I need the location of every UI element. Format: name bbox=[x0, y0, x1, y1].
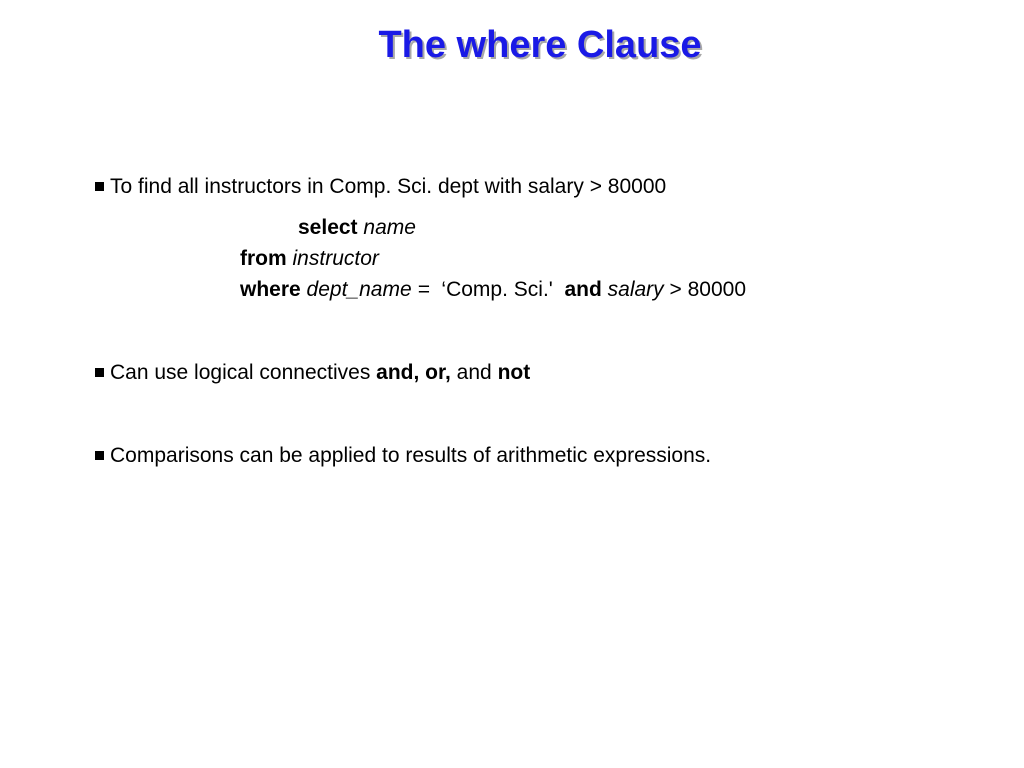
where-value: ‘Comp. Sci.' bbox=[441, 278, 553, 301]
and-keyword: and bbox=[564, 278, 602, 301]
where-keyword: where bbox=[240, 278, 301, 301]
query-where-line bbox=[240, 277, 746, 303]
square-bullet-icon bbox=[95, 368, 104, 377]
salary-comparison: > 80000 bbox=[663, 278, 747, 301]
from-keyword: from bbox=[240, 247, 287, 270]
from-relation: instructor bbox=[292, 247, 379, 270]
square-bullet-icon bbox=[95, 451, 104, 460]
bullet-item-comparisons bbox=[95, 443, 711, 469]
connectives-prefix: Can use logical connectives bbox=[110, 361, 377, 384]
connectives-not: not bbox=[497, 361, 531, 384]
select-keyword: select bbox=[298, 216, 358, 239]
query-from-line bbox=[240, 246, 379, 272]
query-select-line bbox=[298, 215, 416, 241]
select-attribute: name bbox=[363, 216, 416, 239]
bullet-text: Comparisons can be applied to results of arithmetic expressions. bbox=[110, 444, 712, 467]
connectives-and-or: and, or, bbox=[376, 361, 451, 384]
bullet-text: To find all instructors in Comp. Sci. dept with salary > 80000 bbox=[110, 175, 667, 198]
salary-attribute: salary bbox=[607, 278, 664, 301]
slide-title: The where Clause bbox=[378, 24, 702, 66]
where-attribute: dept_name bbox=[306, 278, 412, 301]
where-equals: = bbox=[411, 278, 436, 301]
bullet-item-find-instructors bbox=[95, 174, 666, 200]
connectives-mid: and bbox=[450, 361, 498, 384]
bullet-item-connectives bbox=[95, 360, 530, 386]
square-bullet-icon bbox=[95, 182, 104, 191]
